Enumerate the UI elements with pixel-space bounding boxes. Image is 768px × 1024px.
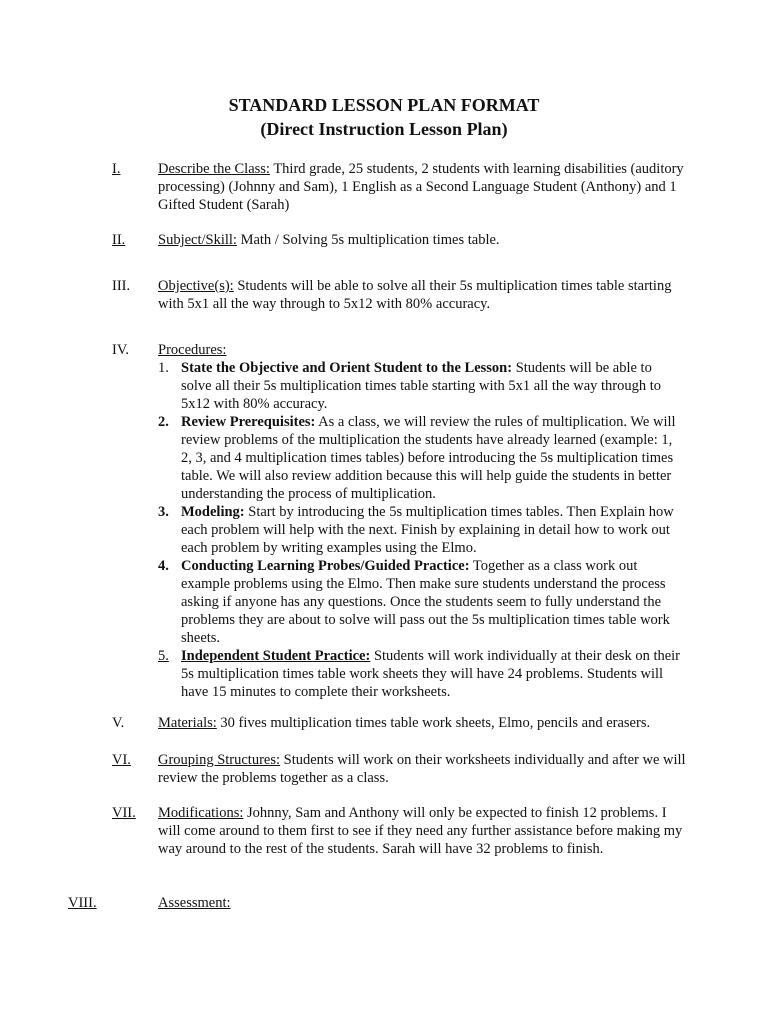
section-number: V. xyxy=(112,715,125,731)
procedure-number: 2. xyxy=(158,414,169,430)
section-subject-skill xyxy=(112,231,692,249)
section-describe-class xyxy=(112,160,692,214)
section-number: VII. xyxy=(112,805,136,821)
procedure-title: State the Objective and Orient Student to the Lesson: xyxy=(181,360,513,376)
section-text: Johnny, Sam and Anthony will only be expected to finish 12 problems. I will come around to them first to see if they need any further assistance before making my way around to the rest of the students. Sarah will have 32 problems to finish. xyxy=(158,805,683,857)
section-label: Objective(s): xyxy=(158,278,234,294)
procedure-text: Students will work individually at their desk on their 5s multiplication times table work sheets they will have 24 problems. Students will have 15 minutes to complete their worksheets. xyxy=(181,648,681,700)
procedure-title: Conducting Learning Probes/Guided Practice: xyxy=(181,558,470,574)
procedure-text: As a class, we will review the rules of multiplication. We will review problems of the multiplication the students have already learned (example: 1, 2, 3, and 4 multiplication times tables) before introducing the 5s multiplication times table. We will also review addition because this will help guide the students in better understanding the process of multiplication. xyxy=(181,414,676,502)
procedure-text: Together as a class work out example problems using the Elmo. Then make sure students understand the process asking if anyone has any questions. Once the students seem to fully understand the problems they are about to solve will pass out the 5s multiplication times table work sheets. xyxy=(181,558,670,646)
procedure-number: 1. xyxy=(158,360,169,376)
section-modifications xyxy=(112,804,692,858)
procedure-item xyxy=(158,557,680,647)
section-text: Students will work on their worksheets individually and after we will review the problems together as a class. xyxy=(158,752,686,786)
procedure-text: Start by introducing the 5s multiplication times tables. Then Explain how each problem will help with the next. Finish by explaining in detail how to work out each problem by writing examples using the Elmo. xyxy=(181,504,674,556)
procedure-title: Modeling: xyxy=(181,504,245,520)
section-label: Grouping Structures: xyxy=(158,752,281,768)
section-number: I. xyxy=(112,161,121,177)
document-title: STANDARD LESSON PLAN FORMAT xyxy=(228,95,540,115)
section-label: Modifications: xyxy=(158,805,244,821)
procedure-item xyxy=(158,503,680,557)
section-objectives xyxy=(112,277,692,313)
procedure-text: Students will be able to solve all their 5s multiplication times table starting with 5x1 all the way through to 5x12 with 80% accuracy. xyxy=(181,360,662,412)
section-number: VI. xyxy=(112,752,131,768)
section-label: Assessment: xyxy=(158,895,231,911)
section-text: 30 fives multiplication times table work sheets, Elmo, pencils and erasers. xyxy=(216,715,651,731)
procedure-item xyxy=(158,647,680,701)
section-label: Subject/Skill: xyxy=(158,232,237,248)
section-procedures xyxy=(112,341,692,359)
procedure-number: 4. xyxy=(158,558,169,574)
procedure-number: 3. xyxy=(158,504,169,520)
section-number: II. xyxy=(112,232,126,248)
document-subtitle: (Direct Instruction Lesson Plan) xyxy=(260,119,508,139)
section-label: Describe the Class: xyxy=(158,161,270,177)
procedure-item xyxy=(158,359,680,413)
section-number: III. xyxy=(112,278,131,294)
section-text: Math / Solving 5s multiplication times table. xyxy=(236,232,500,248)
procedure-title: Review Prerequisites: xyxy=(181,414,316,430)
procedures-list xyxy=(158,359,680,701)
section-label: Procedures: xyxy=(158,342,227,358)
section-number: VIII. xyxy=(68,895,97,911)
section-text: Students will be able to solve all their 5s multiplication times table starting with 5x1 all the way through to 5x12 with 80% accuracy. xyxy=(158,278,672,312)
procedure-title: Independent Student Practice: xyxy=(181,648,371,664)
section-grouping-structures xyxy=(112,751,692,787)
section-text: Third grade, 25 students, 2 students with learning disabilities (auditory processing) (Johnny and Sam), 1 English as a Second Language Student (Anthony) and 1 Gifted Student (Sarah) xyxy=(158,161,684,213)
procedure-number: 5. xyxy=(158,648,169,664)
section-label: Materials: xyxy=(158,715,217,731)
section-materials xyxy=(112,714,692,732)
section-number: IV. xyxy=(112,342,130,358)
procedure-item xyxy=(158,413,680,503)
